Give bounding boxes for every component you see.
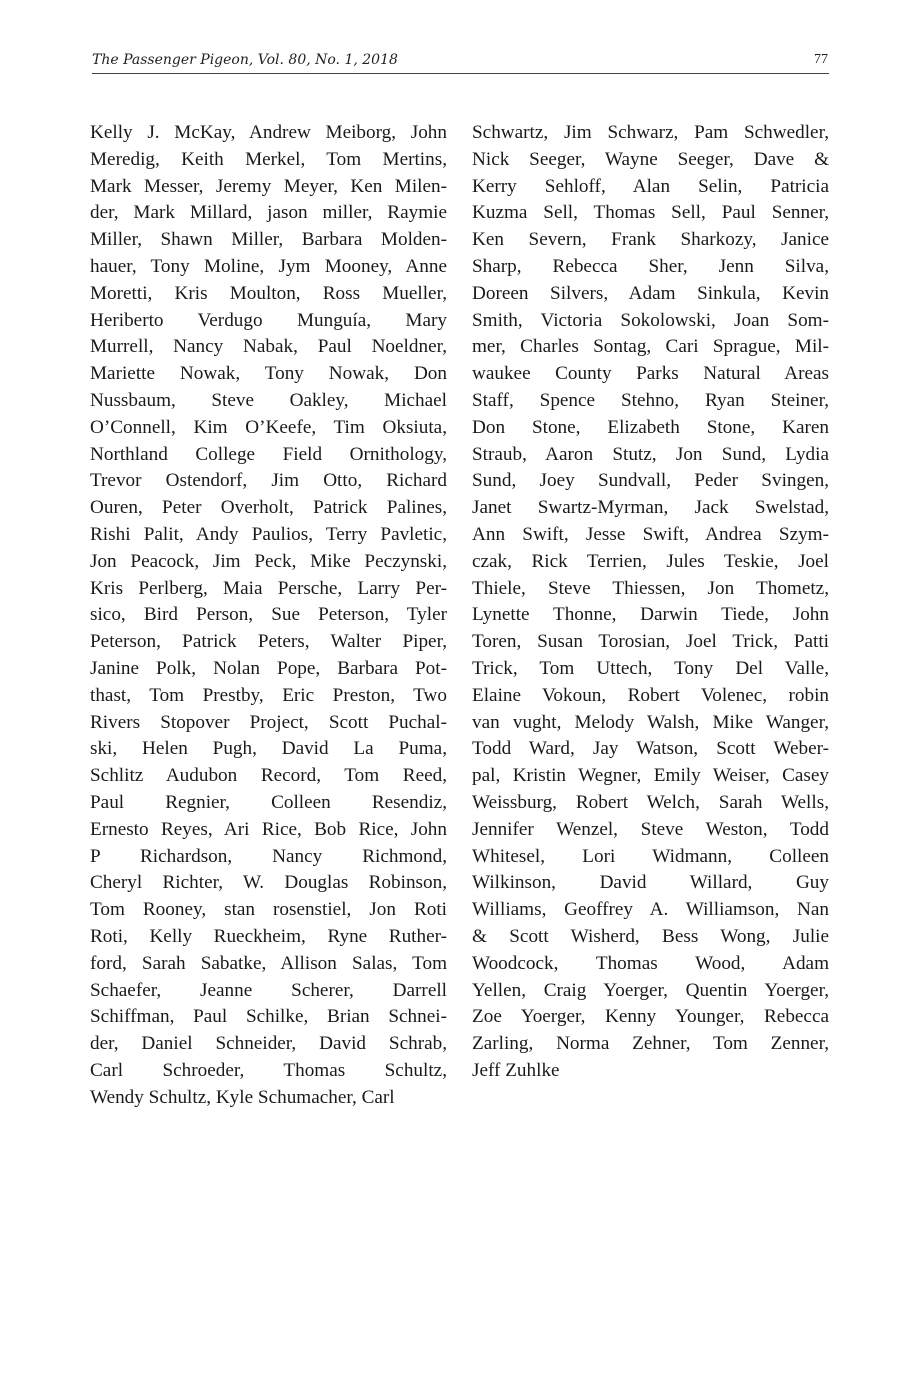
text-line: Schwartz, Jim Schwarz, Pam Schwedler,	[472, 122, 829, 143]
text-line: Wilkinson, David Willard, Guy	[472, 872, 829, 894]
text-line: Ernesto Reyes, Ari Rice, Bob Rice, John	[90, 818, 447, 840]
text-line: Sharp, Rebecca Sher, Jenn Silva,	[472, 255, 829, 277]
text-line: O’Connell, Kim O’Keefe, Tim Oksiuta,	[90, 416, 447, 438]
text-line: Rivers Stopover Project, Scott Puchal-	[90, 711, 447, 733]
text-line: Murrell, Nancy Nabak, Paul Noeldner,	[90, 336, 447, 358]
text-line: Kuzma Sell, Thomas Sell, Paul Senner,	[472, 202, 829, 224]
text-line: Williams, Geoffrey A. Williamson, Nan	[472, 899, 829, 921]
text-line: Nick Seeger, Wayne Seeger, Dave &	[472, 148, 829, 170]
text-line: Tom Rooney, stan rosenstiel, Jon Roti	[90, 899, 447, 921]
text-line: Schlitz Audubon Record, Tom Reed,	[90, 765, 447, 787]
text-line: Paul Regnier, Colleen Resendiz,	[90, 791, 447, 813]
text-line: Trick, Tom Uttech, Tony Del Valle,	[472, 657, 829, 679]
text-line: Kris Perlberg, Maia Persche, Larry Per-	[90, 577, 447, 599]
text-line: der, Mark Millard, jason miller, Raymie	[90, 202, 447, 224]
text-line: Peterson, Patrick Peters, Walter Piper,	[90, 631, 447, 653]
text-line: Jon Peacock, Jim Peck, Mike Peczynski,	[90, 550, 447, 572]
text-line: Todd Ward, Jay Watson, Scott Weber-	[472, 738, 829, 760]
text-line: Weissburg, Robert Welch, Sarah Wells,	[472, 791, 829, 813]
text-line: Don Stone, Elizabeth Stone, Karen	[472, 416, 829, 438]
text-line: ski, Helen Pugh, David La Puma,	[90, 738, 447, 760]
text-line: Carl Schroeder, Thomas Schultz,	[90, 1059, 447, 1081]
text-line: Trevor Ostendorf, Jim Otto, Richard	[90, 470, 447, 492]
text-line: Whitesel, Lori Widmann, Colleen	[472, 845, 829, 867]
text-line: Doreen Silvers, Adam Sinkula, Kevin	[472, 282, 829, 304]
text-line: Roti, Kelly Rueckheim, Ryne Ruther-	[90, 925, 447, 947]
text-line: Jeff Zuhlke	[472, 1059, 560, 1081]
text-line: Ken Severn, Frank Sharkozy, Janice	[472, 229, 829, 251]
text-line: & Scott Wisherd, Bess Wong, Julie	[472, 925, 829, 947]
text-line: Toren, Susan Torosian, Joel Trick, Patti	[472, 631, 829, 653]
text-line: P Richardson, Nancy Richmond,	[90, 845, 447, 867]
text-line: Wendy Schultz, Kyle Schumacher, Carl	[90, 1086, 395, 1108]
text-line: Ouren, Peter Overholt, Patrick Palines,	[90, 497, 447, 519]
text-line: Sund, Joey Sundvall, Peder Svingen,	[472, 470, 829, 492]
text-line: Schiffman, Paul Schilke, Brian Schnei-	[90, 1006, 447, 1028]
text-line: Janet Swartz-Myrman, Jack Swelstad,	[472, 497, 829, 519]
text-line: mer, Charles Sontag, Cari Sprague, Mil-	[472, 336, 829, 358]
text-line: Heriberto Verdugo Munguía, Mary	[90, 309, 447, 331]
text-line: Lynette Thonne, Darwin Tiede, John	[472, 604, 829, 626]
text-line: Kelly J. McKay, Andrew Meiborg, John	[90, 122, 447, 143]
text-line: Northland College Field Ornithology,	[90, 443, 447, 465]
text-line: Miller, Shawn Miller, Barbara Molden-	[90, 229, 447, 251]
text-line: Zarling, Norma Zehner, Tom Zenner,	[472, 1033, 829, 1055]
running-head-title: The Passenger Pigeon, Vol. 80, No. 1, 2018	[92, 52, 398, 68]
text-line: Zoe Yoerger, Kenny Younger, Rebecca	[472, 1006, 829, 1028]
text-line: Rishi Palit, Andy Paulios, Terry Pavletic,	[90, 523, 447, 545]
text-line: Ann Swift, Jesse Swift, Andrea Szym-	[472, 523, 829, 545]
text-line: Thiele, Steve Thiessen, Jon Thometz,	[472, 577, 829, 599]
text-line: Kerry Sehloff, Alan Selin, Patricia	[472, 175, 829, 197]
text-line: Moretti, Kris Moulton, Ross Mueller,	[90, 282, 447, 304]
text-line: Woodcock, Thomas Wood, Adam	[472, 952, 829, 974]
left-text-column	[90, 120, 447, 1111]
text-line: Elaine Vokoun, Robert Volenec, robin	[472, 684, 829, 706]
text-line: van vught, Melody Walsh, Mike Wanger,	[472, 711, 829, 733]
text-line: czak, Rick Terrien, Jules Teskie, Joel	[472, 550, 829, 572]
text-line: Jennifer Wenzel, Steve Weston, Todd	[472, 818, 829, 840]
text-line: Staff, Spence Stehno, Ryan Steiner,	[472, 389, 829, 411]
text-line: Straub, Aaron Stutz, Jon Sund, Lydia	[472, 443, 829, 465]
text-line: Yellen, Craig Yoerger, Quentin Yoerger,	[472, 979, 829, 1001]
text-line: Mark Messer, Jeremy Meyer, Ken Milen-	[90, 175, 447, 197]
text-line: Nussbaum, Steve Oakley, Michael	[90, 389, 447, 411]
text-line: der, Daniel Schneider, David Schrab,	[90, 1033, 447, 1055]
text-line: sico, Bird Person, Sue Peterson, Tyler	[90, 604, 447, 626]
text-line: hauer, Tony Moline, Jym Mooney, Anne	[90, 255, 447, 277]
text-line: Meredig, Keith Merkel, Tom Mertins,	[90, 148, 447, 170]
text-line: thast, Tom Prestby, Eric Preston, Two	[90, 684, 447, 706]
text-line: Schaefer, Jeanne Scherer, Darrell	[90, 979, 447, 1001]
text-line: pal, Kristin Wegner, Emily Weiser, Casey	[472, 765, 829, 787]
text-line: Smith, Victoria Sokolowski, Joan Som-	[472, 309, 829, 331]
text-line: Janine Polk, Nolan Pope, Barbara Pot-	[90, 657, 447, 679]
page-number: 77	[814, 52, 828, 67]
text-line: Cheryl Richter, W. Douglas Robinson,	[90, 872, 447, 894]
right-text-column	[472, 120, 829, 1085]
text-line: waukee County Parks Natural Areas	[472, 363, 829, 385]
text-line: ford, Sarah Sabatke, Allison Salas, Tom	[90, 952, 447, 974]
text-line: Mariette Nowak, Tony Nowak, Don	[90, 363, 447, 385]
header-rule	[92, 73, 829, 74]
